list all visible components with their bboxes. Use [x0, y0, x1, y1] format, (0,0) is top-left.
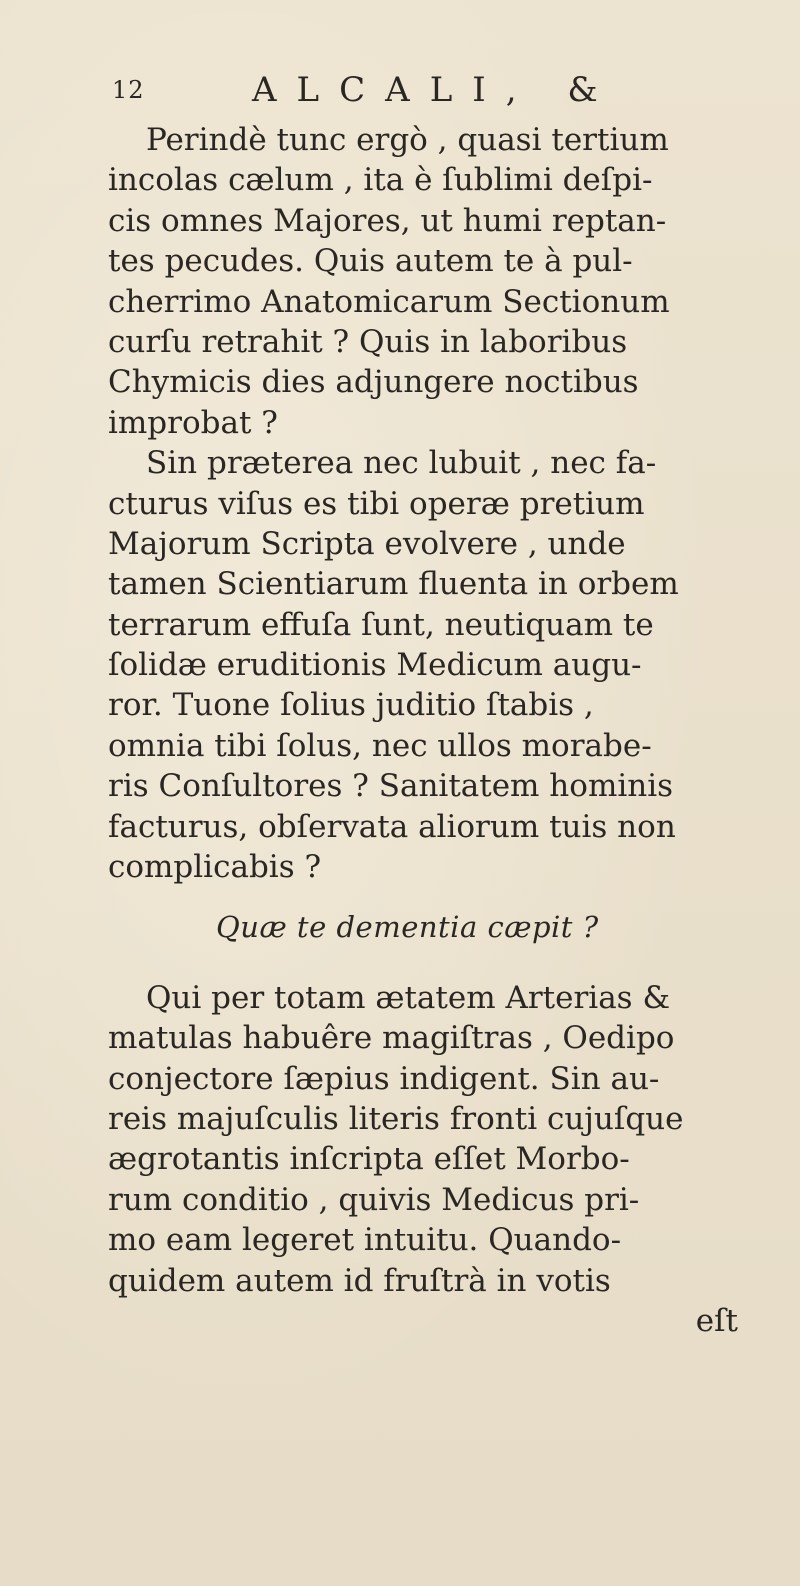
text-line: Qui per totam ætatem Arterias & — [146, 979, 671, 1016]
text-line: facturus, obſervata aliorum tuis non — [108, 808, 676, 845]
text-line: matulas habuêre magiſtras , Oedipo — [108, 1020, 675, 1057]
text-line: complicabis ? — [108, 849, 322, 886]
text-line: rum conditio , quivis Medicus pri- — [108, 1181, 640, 1218]
text-line: conjectore ſæpius indigent. Sin au- — [108, 1060, 660, 1097]
text-line: tamen Scientiarum fluenta in orbem — [108, 566, 679, 603]
text-line: Sin præterea nec lubuit , nec fa- — [146, 445, 657, 482]
text-line: curſu retrahit ? Quis in laboribus — [108, 323, 628, 360]
body-text — [108, 120, 768, 1341]
page-number: 12 — [112, 76, 145, 104]
text-line: ægrotantis inſcripta eſſet Morbo- — [108, 1141, 630, 1178]
text-line: Majorum Scripta evolvere , unde — [108, 525, 626, 562]
text-line: ſolidæ eruditionis Medicum augu- — [108, 647, 642, 684]
text-line: tes pecudes. Quis autem te à pul- — [108, 243, 633, 280]
page-header — [112, 70, 752, 110]
running-head: ALCALI, & — [252, 70, 618, 110]
text-line: ris Conſultores ? Sanitatem hominis — [108, 768, 674, 805]
text-line: reis majuſculis literis fronti cujuſque — [108, 1100, 684, 1137]
text-line: Chymicis dies adjungere noctibus — [108, 364, 639, 401]
text-line: Perindè tunc ergò , quasi tertium — [146, 122, 669, 158]
text-line: cherrimo Anatomicarum Sectionum — [108, 283, 670, 320]
text-line: quidem autem id fruſtrà in votis — [108, 1262, 611, 1299]
quotation: Quæ te dementia cæpit ? — [216, 910, 599, 945]
text-line: cis omnes Majores, ut humi reptan- — [108, 202, 667, 239]
text-line: incolas cælum , ita è ſublimi deſpi- — [108, 162, 653, 199]
text-line: omnia tibi ſolus, nec ullos morabe- — [108, 727, 652, 764]
text-line: cturus viſus es tibi operæ pretium — [108, 485, 645, 522]
text-line: terrarum effuſa ſunt, neutiquam te — [108, 606, 654, 643]
catchword: eſt — [695, 1302, 738, 1339]
paragraph-2 — [108, 443, 768, 887]
text-line: ror. Tuone ſolius juditio ſtabis , — [108, 687, 594, 724]
paragraph-3 — [108, 978, 768, 1342]
text-line: improbat ? — [108, 404, 278, 441]
paragraph-1 — [108, 120, 768, 443]
text-line: mo eam legeret intuitu. Quando- — [108, 1222, 622, 1259]
